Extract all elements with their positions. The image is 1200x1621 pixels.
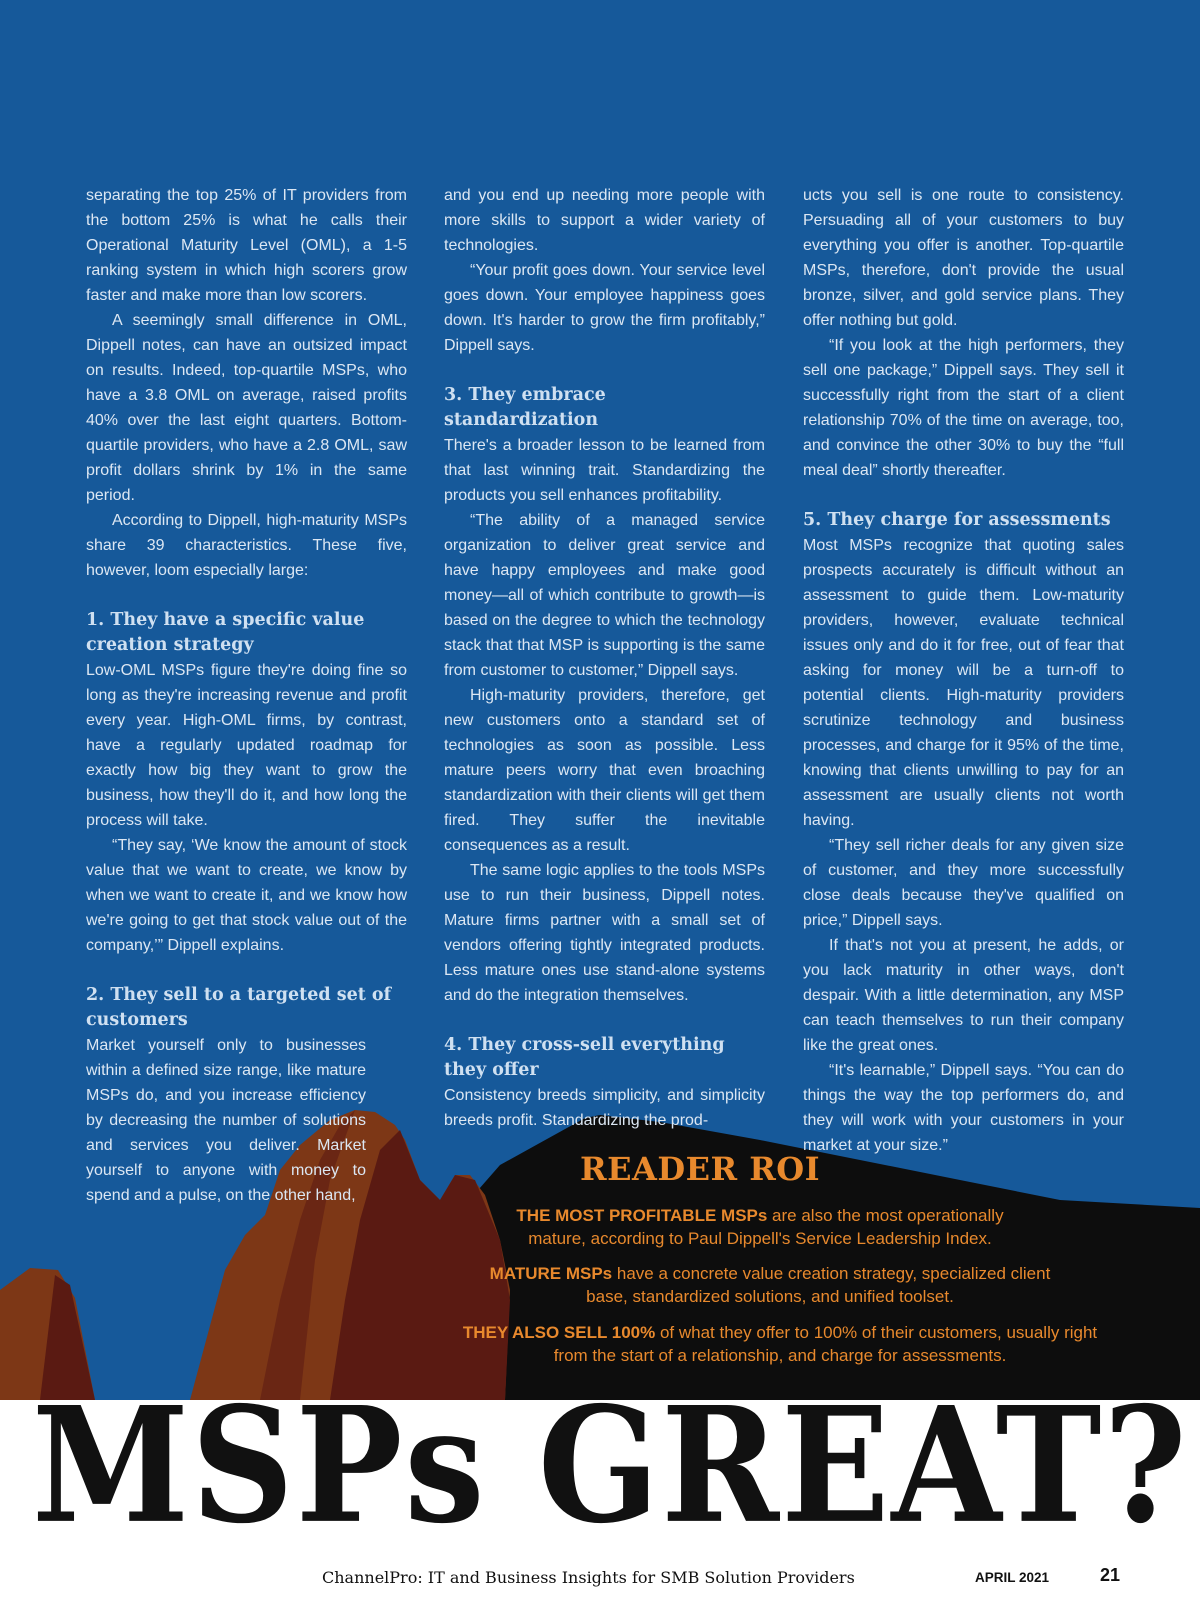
paragraph: Low-OML MSPs figure they're doing fine so long as they're increasing revenue and profit every year. High-OML firms, by contrast, have a regularly updated roadmap for exactly how big they want to grow the business, how they'll do it, and how long the process will take. xyxy=(86,662,407,829)
paragraph: “If you look at the high performers, they sell one package,” Dippell says. They sell it successfully right from the start of a client relationship 70% of the time on average, too, and convince the other 30% to buy the “full meal deal” shortly thereafter. xyxy=(803,337,1124,479)
section-heading: 2. They sell to a targeted set of customers xyxy=(86,985,392,1030)
paragraph: “They say, ‘We know the amount of stock value that we want to create, we know by when we want to create it, and we know how we're going to get that stock value out of the company,’” Dippell explains. xyxy=(86,837,407,954)
paragraph: separating the top 25% of IT providers from the bottom 25% is what he calls their Operational Maturity Level (OML), a 1-5 ranking system in which high scorers grow faster and make more than low scorers. xyxy=(86,187,407,304)
section-heading: 4. They cross-sell everything they offer xyxy=(444,1035,725,1080)
paragraph: According to Dippell, high-maturity MSPs share 39 characteristics. These five, however, loom especially large: xyxy=(86,512,407,579)
paragraph: Consistency breeds simplicity, and simplicity breeds profit. Standardizing the prod- xyxy=(444,1087,765,1129)
roi-item-text: are also the most operationally mature, according to Paul Dippell's Service Leadership Index. xyxy=(528,1206,1004,1248)
roi-item xyxy=(470,1262,1070,1308)
paragraph: There's a broader lesson to be learned from that last winning trait. Standardizing the products you sell enhances profitability. xyxy=(444,437,765,504)
footer-date: APRIL 2021 xyxy=(975,1570,1050,1585)
roi-item-text: of what they offer to 100% of their customers, usually right from the start of a relationship, and charge for assessments. xyxy=(553,1323,1098,1365)
paragraph: “They sell richer deals for any given size of customer, and they more successfully close deals because they've qualified on price,” Dippell says. xyxy=(803,837,1124,929)
roi-item xyxy=(490,1204,1030,1250)
reader-roi-title: READER ROI xyxy=(580,1150,821,1188)
headline: MSPs GREAT? xyxy=(32,1373,1189,1559)
section-heading: 5. They charge for assessments xyxy=(803,510,1111,530)
roi-item xyxy=(460,1321,1100,1367)
paragraph: If that's not you at present, he adds, or you lack maturity in other ways, don't despair. With a little determination, any MSP can teach themselves to run their company like the great ones. xyxy=(803,937,1124,1054)
page-number: 21 xyxy=(1100,1565,1121,1585)
roi-item-lead: MATURE MSPs xyxy=(489,1264,613,1283)
paragraph: “It's learnable,” Dippell says. “You can do things the way the top performers do, and they will work with your customers in your market at your size.” xyxy=(803,1062,1124,1154)
paragraph: High-maturity providers, therefore, get new customers onto a standard set of technologies as soon as possible. Less mature peers worry that even broaching standardization with their clients will get them fired. They suffer the inevitable consequences as a result. xyxy=(444,687,765,854)
roi-item-text: have a concrete value creation strategy, specialized client base, standardized solutions, and unified toolset. xyxy=(586,1264,1051,1306)
paragraph: and you end up needing more people with more skills to support a wider variety of technologies. xyxy=(444,187,765,254)
paragraph: Most MSPs recognize that quoting sales prospects accurately is difficult without an assessment to guide them. Low-maturity providers, however, evaluate technical issues only and do it for free, out of fear that asking for money will be a turn-off to potential clients. High-maturity providers scrutinize technology and business processes, and charge for it 95% of the time, knowing that clients unwilling to pay for an assessment are usually clients not worth having. xyxy=(803,537,1124,829)
paragraph: A seemingly small difference in OML, Dippell notes, can have an outsized impact on results. Indeed, top-quartile MSPs, who have a 3.8 OML on average, raised profits 40% over the last eight quarters. Bottom-quartile providers, who have a 2.8 OML, saw profit dollars shrink by 1% in the same period. xyxy=(86,312,407,504)
section-heading: 1. They have a specific value creation strategy xyxy=(86,610,365,655)
roi-item-lead: THEY ALSO SELL 100% xyxy=(462,1323,656,1342)
paragraph: “Your profit goes down. Your service level goes down. Your employee happiness goes down. It's harder to grow the firm profitably,” Dippell says. xyxy=(444,262,765,354)
article-column-1 xyxy=(86,183,407,1208)
paragraph: ucts you sell is one route to consistency. Persuading all of your customers to buy everything you offer is another. Top-quartile MSPs, therefore, don't provide the usual bronze, silver, and gold service plans. They offer nothing but gold. xyxy=(803,187,1124,329)
article-column-3 xyxy=(803,183,1124,1158)
footer-publication: ChannelPro: IT and Business Insights for SMB Solution Providers xyxy=(322,1568,855,1587)
paragraph: The same logic applies to the tools MSPs use to run their business, Dippell notes. Mature firms partner with a small set of vendors offering tightly integrated products. Less mature ones use stand-alone systems and do the integration themselves. xyxy=(444,862,765,1004)
section-heading: 3. They embrace standardization xyxy=(444,385,606,430)
paragraph: Market yourself only to businesses within a defined size range, like mature MSPs do, and you increase efficiency by decreasing the number of solutions and services you deliver. Market yourself to anyone with money to spend and a pulse, on the other hand, xyxy=(86,1037,366,1204)
roi-item-lead: THE MOST PROFITABLE MSPs xyxy=(516,1206,768,1225)
paragraph: “The ability of a managed service organization to deliver great service and have happy employees and make good money—all of which contribute to growth—is based on the degree to which the technology stack that that MSP is supporting is the same from customer to customer,” Dippell says. xyxy=(444,512,765,679)
article-column-2 xyxy=(444,183,765,1133)
